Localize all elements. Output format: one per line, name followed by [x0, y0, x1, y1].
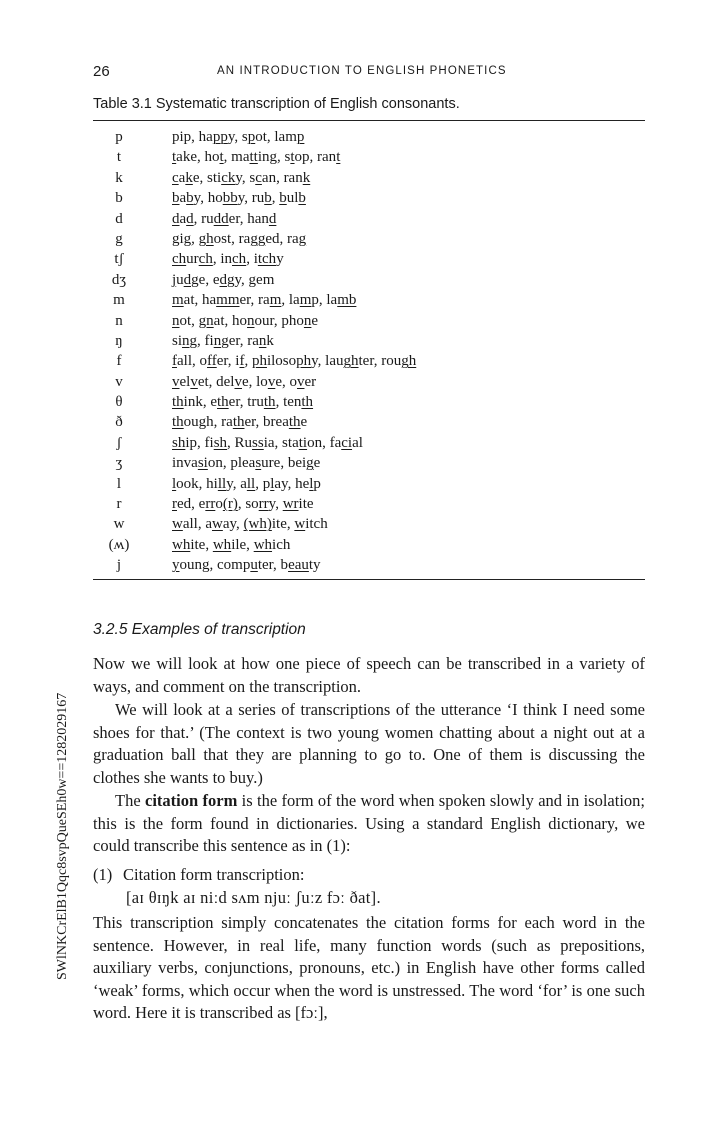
- table-bottom-rule: [93, 579, 645, 580]
- example-words: sing, finger, rank: [172, 332, 274, 349]
- page-number: 26: [93, 63, 110, 80]
- consonant-symbol: m: [113, 292, 125, 309]
- consonant-symbol: k: [115, 169, 123, 186]
- table-row: [93, 555, 645, 575]
- consonant-symbol: g: [115, 230, 123, 247]
- table-top-rule: [93, 120, 645, 121]
- table-row: [93, 433, 645, 453]
- section-heading: 3.2.5 Examples of transcription: [93, 621, 306, 638]
- consonant-symbol: p: [115, 129, 123, 145]
- consonant-symbol: l: [116, 475, 122, 492]
- example-transcription: [aɪ θɪŋk aɪ niːd sʌm njuː ʃuːz fɔː ðat].: [126, 887, 381, 907]
- paragraph-weak-forms: This transcription simply concatenates the citation forms for each word in the sentence. However, in real life, many function words (such as prepositions, auxiliary verbs, conjunctions, pronouns, etc.) in English have other forms called ‘weak’ forms, which occur when the word is unstressed. The word ‘for’ is one such word. Here it is transcribed as [fɔː],: [93, 913, 645, 1023]
- consonant-symbol: θ: [115, 394, 123, 411]
- table-caption: Table 3.1 Systematic transcription of English consonants.: [93, 96, 460, 112]
- example-words: white, while, which: [172, 536, 291, 553]
- example-label: Citation form transcription:: [123, 865, 305, 884]
- paragraph-intro: Now we will look at how one piece of speech can be transcribed in a variety of ways, and comment on the transcription.: [93, 654, 645, 696]
- table-row: [93, 168, 645, 188]
- example-words: dad, rudder, hand: [172, 210, 277, 227]
- example-words: baby, hobby, rub, bulb: [172, 190, 306, 207]
- table-row: [93, 351, 645, 371]
- table-row: [93, 453, 645, 473]
- paragraph-citation-form: [93, 790, 645, 858]
- consonant-symbol: dʒ: [111, 271, 127, 288]
- consonant-symbol: ʃ: [116, 434, 122, 451]
- example-words: church, inch, itchy: [172, 251, 284, 268]
- table-row: [93, 372, 645, 392]
- consonant-symbol: (ʍ): [108, 536, 130, 553]
- citation-rest: is the form of the word when spoken slowly and in isolation; this is the form found in dictionaries. Using a standard English dictionary, we could transcribe this sentence as in (1):: [93, 791, 645, 856]
- example-words: think, ether, truth, tenth: [172, 394, 314, 411]
- example-words: judge, edgy, gem: [172, 271, 275, 288]
- example-words: pip, happy, spot, lamp: [172, 129, 305, 145]
- table-row: [93, 249, 645, 269]
- table-row: [93, 535, 645, 555]
- table-row: [93, 147, 645, 167]
- consonant-symbol: d: [115, 210, 123, 227]
- table-row: [93, 311, 645, 331]
- table-row: [93, 474, 645, 494]
- example-words: ship, fish, Russia, station, facial: [172, 434, 363, 451]
- table-row: [93, 229, 645, 249]
- example-words: not, gnat, honour, phone: [172, 312, 319, 329]
- consonant-symbol: ð: [115, 414, 123, 431]
- table-row: [93, 412, 645, 432]
- table-row: [93, 209, 645, 229]
- consonant-symbol: w: [113, 516, 125, 533]
- example-words: gig, ghost, ragged, rag: [172, 230, 307, 247]
- table-row: [93, 270, 645, 290]
- example-number: (1): [93, 865, 113, 884]
- table-row: [93, 494, 645, 514]
- consonant-symbol: t: [116, 149, 122, 166]
- table-row: [93, 188, 645, 208]
- example-words: invasion, pleasure, beige: [172, 455, 321, 472]
- citation-lead: The: [115, 791, 145, 810]
- consonant-symbol: b: [115, 190, 123, 207]
- example-words: young, computer, beauty: [172, 557, 321, 574]
- running-head: [93, 63, 645, 83]
- table-row: [93, 514, 645, 534]
- running-title: AN INTRODUCTION TO ENGLISH PHONETICS: [217, 65, 507, 77]
- example-words: fall, offer, if, philosophy, laughter, rough: [172, 353, 417, 370]
- example-words: wall, away, (wh)ite, witch: [172, 516, 328, 533]
- consonant-symbol: r: [116, 496, 122, 513]
- consonant-symbol: v: [115, 373, 123, 390]
- example-words: mat, hammer, ram, lamp, lamb: [172, 292, 357, 309]
- table-row: [93, 127, 645, 147]
- table-row: [93, 290, 645, 310]
- example-words: though, rather, breathe: [172, 414, 308, 431]
- consonant-symbol: tʃ: [114, 251, 124, 268]
- table-row: [93, 392, 645, 412]
- paragraph-utterance: We will look at a series of transcriptions of the utterance ‘I think I need some shoes for that.’ (The context is two young women chatting about a night out at a graduation ball that they are planning to go to. One of them is discussing the clothes she wants to buy.): [93, 700, 645, 787]
- example-words: cake, sticky, scan, rank: [172, 169, 311, 186]
- side-identifier: SWlNKCrElB1Qqc8svpQueSEh0w==1282029167: [55, 692, 70, 980]
- example-words: take, hot, matting, stop, rant: [172, 149, 341, 166]
- consonant-symbol: f: [116, 353, 122, 370]
- example-words: look, hilly, all, play, help: [172, 475, 321, 492]
- example-words: red, erro(r), sorry, write: [172, 496, 314, 513]
- example-words: velvet, delve, love, over: [172, 373, 317, 390]
- consonant-symbol: n: [115, 312, 123, 329]
- consonant-symbol: ŋ: [115, 332, 123, 349]
- table-row: [93, 331, 645, 351]
- consonant-symbol: j: [116, 557, 122, 574]
- consonant-symbol: ʒ: [115, 455, 123, 472]
- consonant-table: [93, 127, 645, 576]
- term-citation-form: citation form: [145, 791, 238, 810]
